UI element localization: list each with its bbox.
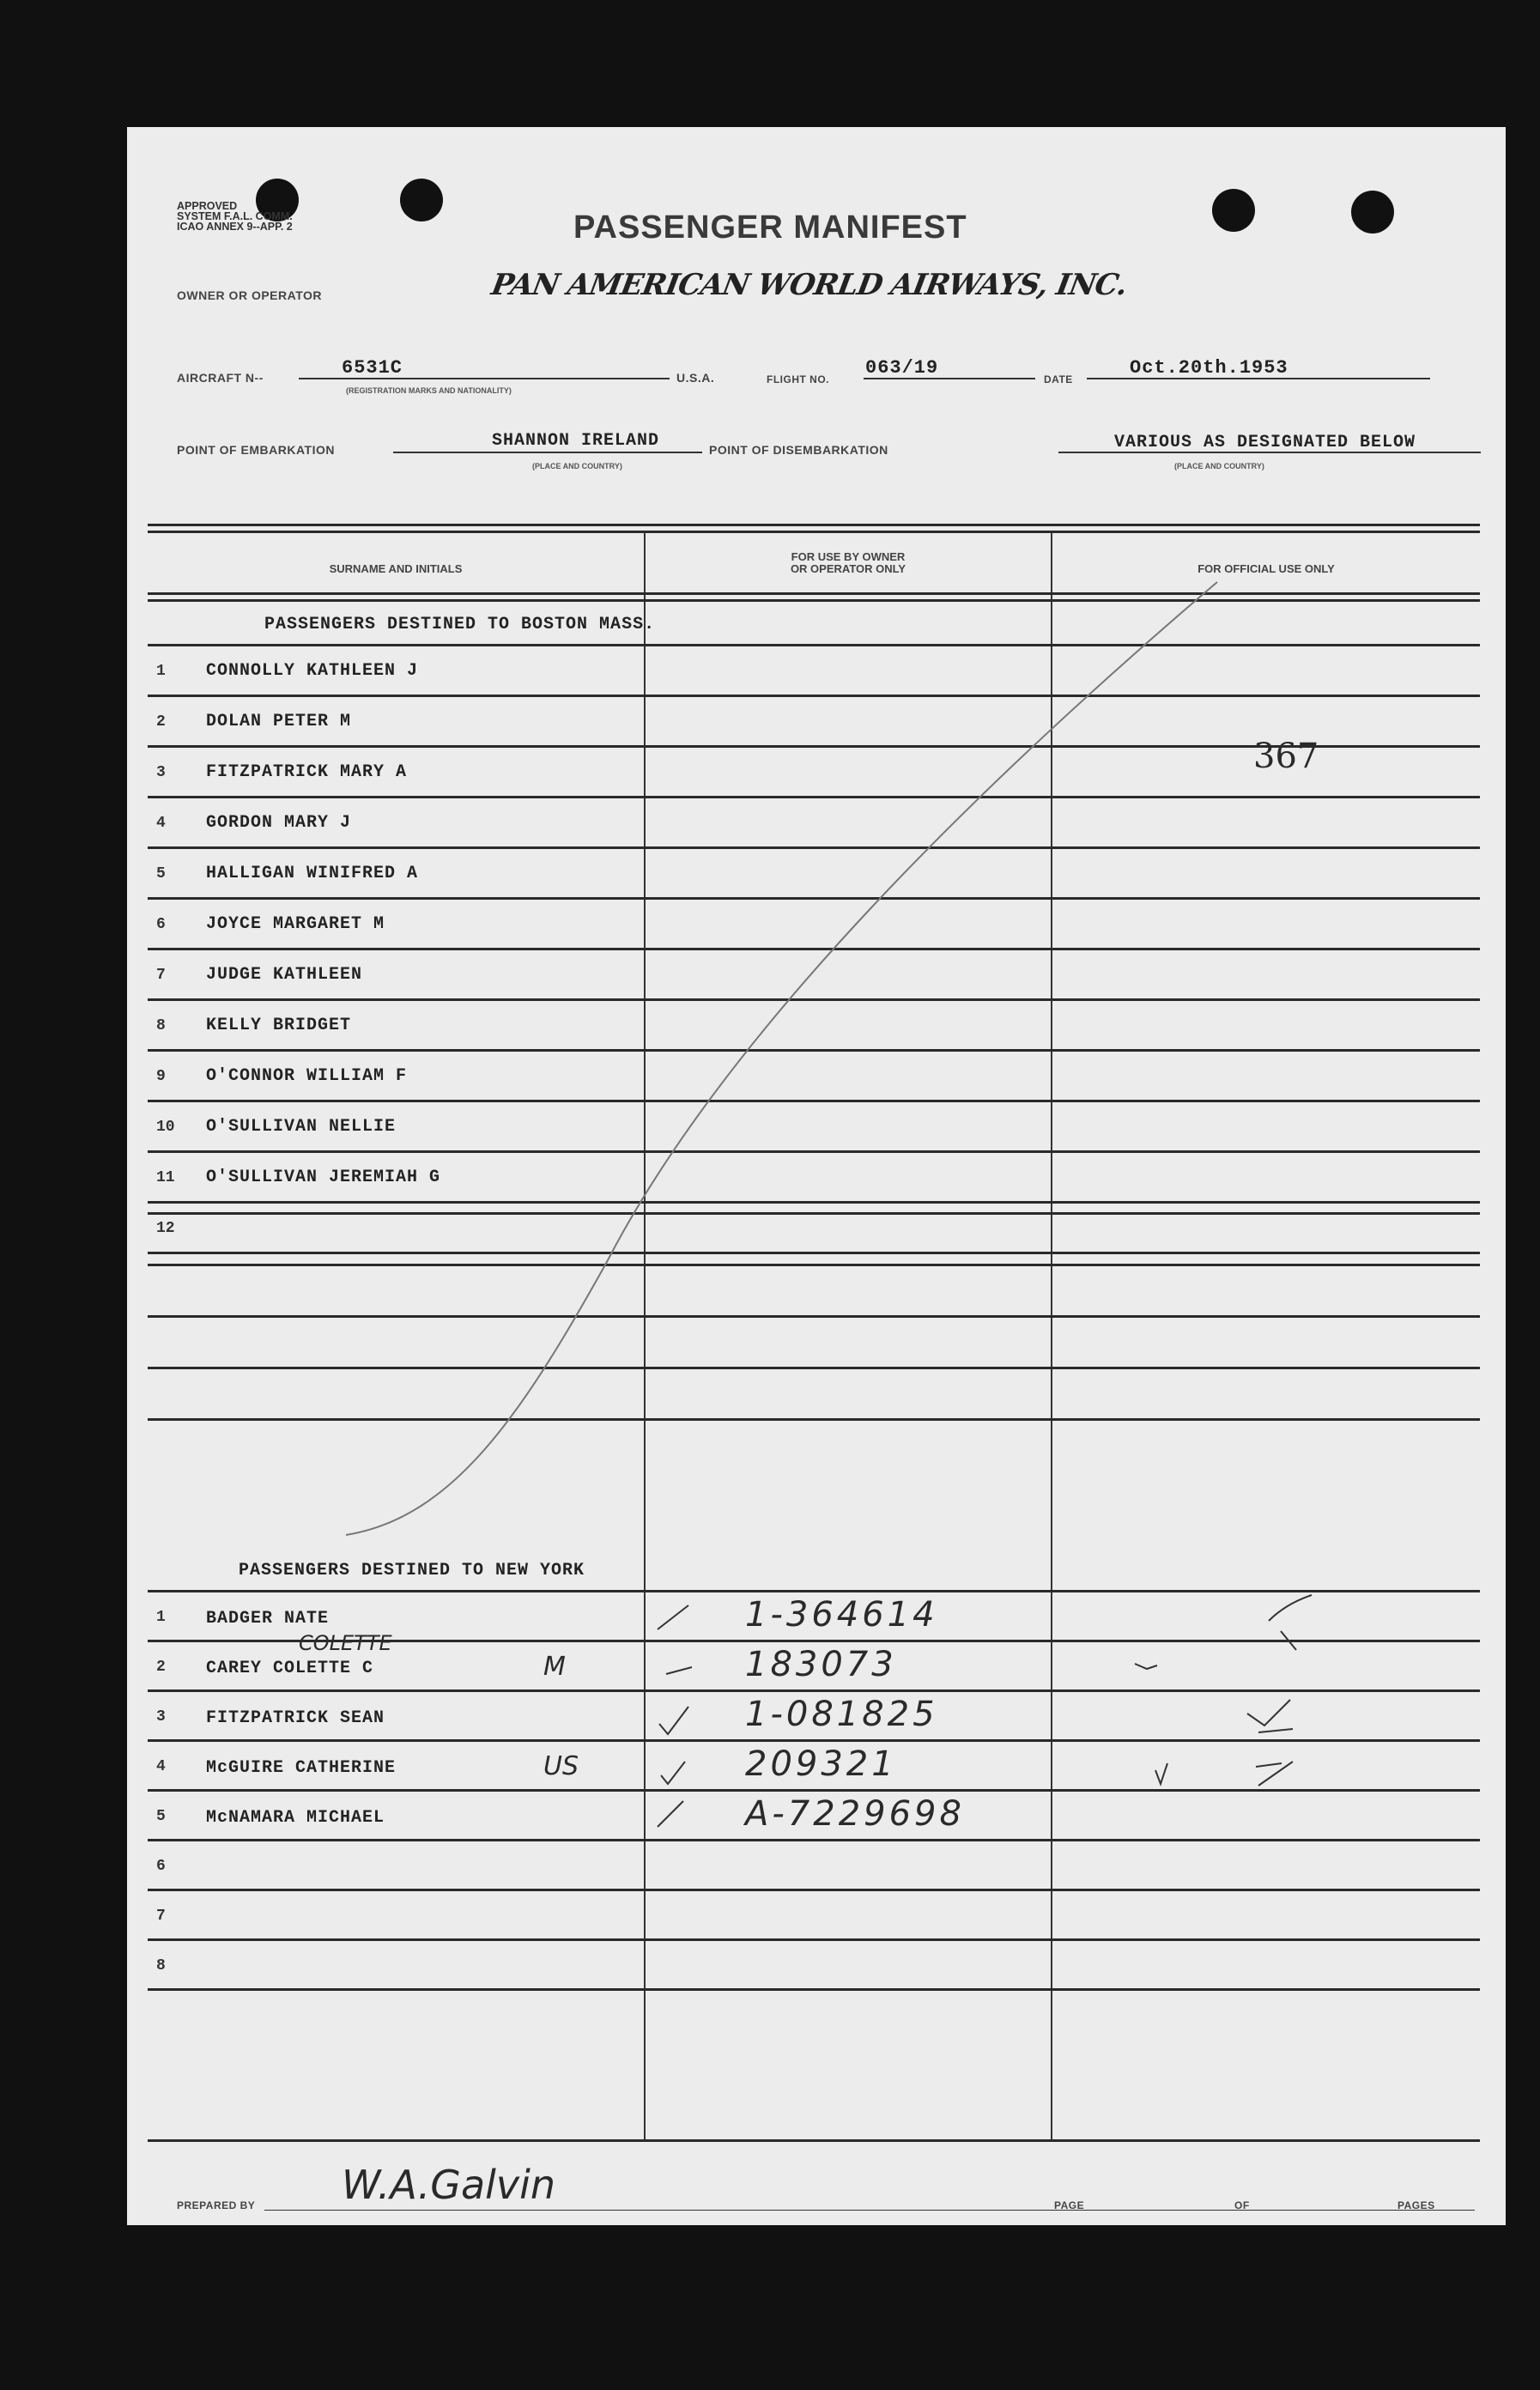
date-label: DATE — [1044, 373, 1073, 385]
row-number: 4 — [156, 1758, 166, 1775]
embark-value: SHANNON IRELAND — [492, 431, 660, 451]
owner-note: A-7229698 — [745, 1794, 965, 1834]
approval-line: ICAO ANNEX 9--APP. 2 — [177, 221, 293, 233]
embark-label: POINT OF EMBARKATION — [177, 443, 335, 457]
passenger-name: JOYCE MARGARET M — [206, 914, 385, 934]
row-number: 4 — [156, 815, 166, 832]
page-label: PAGE — [1054, 2199, 1085, 2211]
row-number: 7 — [156, 967, 166, 984]
owner-note: 209321 — [745, 1744, 897, 1784]
usa-label: U.S.A. — [676, 371, 715, 385]
owner-note: 183073 — [745, 1645, 897, 1684]
row-number: 7 — [156, 1908, 166, 1925]
passenger-name: CONNOLLY KATHLEEN J — [206, 661, 419, 681]
newyork-heading: PASSENGERS DESTINED TO NEW YORK — [239, 1561, 585, 1580]
row-number: 3 — [156, 764, 166, 781]
col-official-header: FOR OFFICIAL USE ONLY — [1197, 562, 1335, 575]
row-number: 2 — [156, 713, 166, 731]
row-number: 6 — [156, 1858, 166, 1875]
row-number: 3 — [156, 1708, 166, 1726]
disembark-sublabel: (PLACE AND COUNTRY) — [1174, 462, 1264, 470]
embark-sublabel: (PLACE AND COUNTRY) — [532, 462, 622, 470]
disembark-value: VARIOUS AS DESIGNATED BELOW — [1114, 433, 1416, 452]
passenger-name: O'CONNOR WILLIAM F — [206, 1066, 408, 1086]
aircraft-value: 6531C — [342, 357, 403, 379]
passenger-name: McGUIRE CATHERINE — [206, 1758, 397, 1778]
owner-note: 1-364614 — [745, 1595, 938, 1635]
owner-note: 1-081825 — [745, 1695, 938, 1734]
passenger-name: O'SULLIVAN NELLIE — [206, 1117, 397, 1137]
date-value: Oct.20th.1953 — [1130, 357, 1288, 379]
aircraft-label: AIRCRAFT N-- — [177, 371, 264, 385]
row-number: 1 — [156, 663, 166, 680]
row-number: 6 — [156, 916, 166, 933]
row-number: 5 — [156, 865, 166, 883]
row-number: 1 — [156, 1609, 166, 1626]
passenger-name: CAREY COLETTE C — [206, 1659, 374, 1678]
name-correction: COLETTE — [299, 1631, 392, 1655]
approval-line: APPROVED — [177, 200, 238, 212]
passenger-name: FITZPATRICK SEAN — [206, 1708, 385, 1728]
passenger-name: HALLIGAN WINIFRED A — [206, 864, 419, 883]
col-surname-header: SURNAME AND INITIALS — [329, 562, 463, 575]
prepared-label: PREPARED BY — [177, 2199, 256, 2211]
owner-label: OWNER OR OPERATOR — [177, 288, 322, 302]
passenger-name: DOLAN PETER M — [206, 712, 352, 731]
handwritten-mark: M — [543, 1652, 566, 1682]
prepared-signature: W.A.Galvin — [342, 2162, 556, 2208]
row-number: 8 — [156, 1017, 166, 1034]
flight-value: 063/19 — [865, 357, 939, 379]
row-number: 10 — [156, 1119, 175, 1136]
pages-label: PAGES — [1398, 2199, 1435, 2211]
passenger-name: FITZPATRICK MARY A — [206, 762, 408, 782]
row-number: 8 — [156, 1957, 166, 1974]
approval-line: SYSTEM F.A.L. COMM. — [177, 210, 293, 222]
handwritten-mark: US — [543, 1751, 579, 1781]
official-note: 367 — [1253, 737, 1319, 776]
check-marks — [127, 127, 1506, 2225]
manifest-page — [127, 127, 1506, 2225]
owner-value: PAN AMERICAN WORLD AIRWAYS, INC. — [488, 268, 1130, 302]
row-number: 2 — [156, 1659, 166, 1676]
aircraft-sublabel: (REGISTRATION MARKS AND NATIONALITY) — [346, 386, 512, 395]
col-owner-header-line: FOR USE BY OWNER — [791, 550, 906, 563]
col-owner-header-line: OR OPERATOR ONLY — [790, 562, 906, 575]
row-number: 12 — [156, 1220, 175, 1237]
form-title: PASSENGER MANIFEST — [573, 209, 967, 246]
passenger-name: GORDON MARY J — [206, 813, 352, 833]
passenger-name: KELLY BRIDGET — [206, 1016, 352, 1035]
passenger-name: JUDGE KATHLEEN — [206, 965, 363, 985]
boston-heading: PASSENGERS DESTINED TO BOSTON MASS. — [264, 615, 656, 634]
flight-label: FLIGHT NO. — [767, 373, 829, 385]
passenger-name: BADGER NATE — [206, 1609, 330, 1629]
row-number: 5 — [156, 1808, 166, 1825]
row-number: 11 — [156, 1169, 175, 1186]
passenger-name: McNAMARA MICHAEL — [206, 1808, 385, 1828]
row-number: 9 — [156, 1068, 166, 1085]
passenger-name: O'SULLIVAN JEREMIAH G — [206, 1168, 441, 1187]
of-label: OF — [1234, 2199, 1250, 2211]
disembark-label: POINT OF DISEMBARKATION — [709, 443, 888, 457]
